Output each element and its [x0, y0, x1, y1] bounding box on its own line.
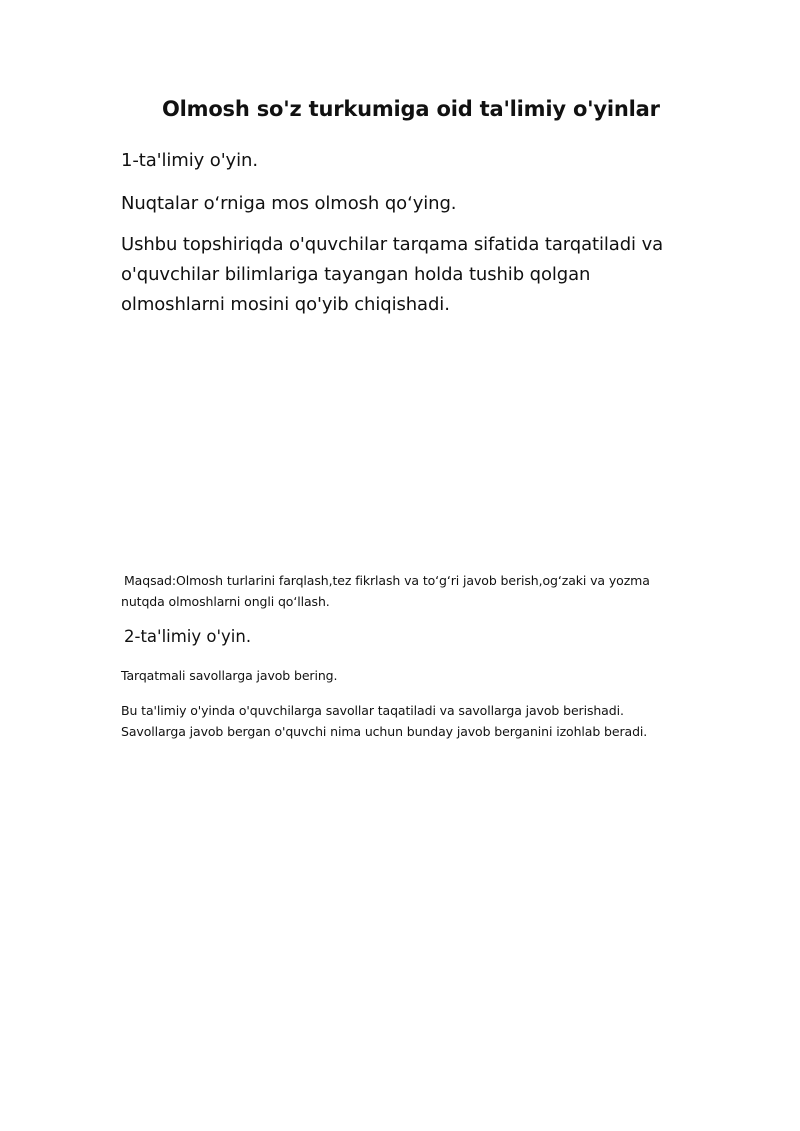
game2-task: Tarqatmali savollarga javob bering. [121, 668, 338, 683]
game1-description: Ushbu topshiriqda o'quvchilar tarqama sifatida tarqatiladi va o'quvchilar bilimlariga tayangan holda tushib qolgan olmoshlarni mosini qo'yib chiqishadi. [121, 234, 664, 315]
document-title: Olmosh so'z turkumiga oid ta'limiy o'yinlar [162, 97, 660, 121]
game2-heading: 2-ta'limiy o'yin. [124, 627, 252, 646]
game1-heading: 1-ta'limiy o'yin. [121, 150, 258, 171]
game1-task: Nuqtalar oʻrniga mos olmosh qoʻying. [121, 193, 457, 214]
game2-description: Bu ta'limiy o'yinda o'quvchilarga savollar taqatiladi va savollarga javob berishadi. Savollarga javob bergan o'quvchi nima uchun bunday javob berganini izohlab beradi. [121, 703, 648, 739]
goal-paragraph: Maqsad:Olmosh turlarini farqlash,tez fikrlash va toʻgʻri javob berish,ogʻzaki va yozma nutqda olmoshlarni ongli qoʻllash. [121, 573, 650, 609]
